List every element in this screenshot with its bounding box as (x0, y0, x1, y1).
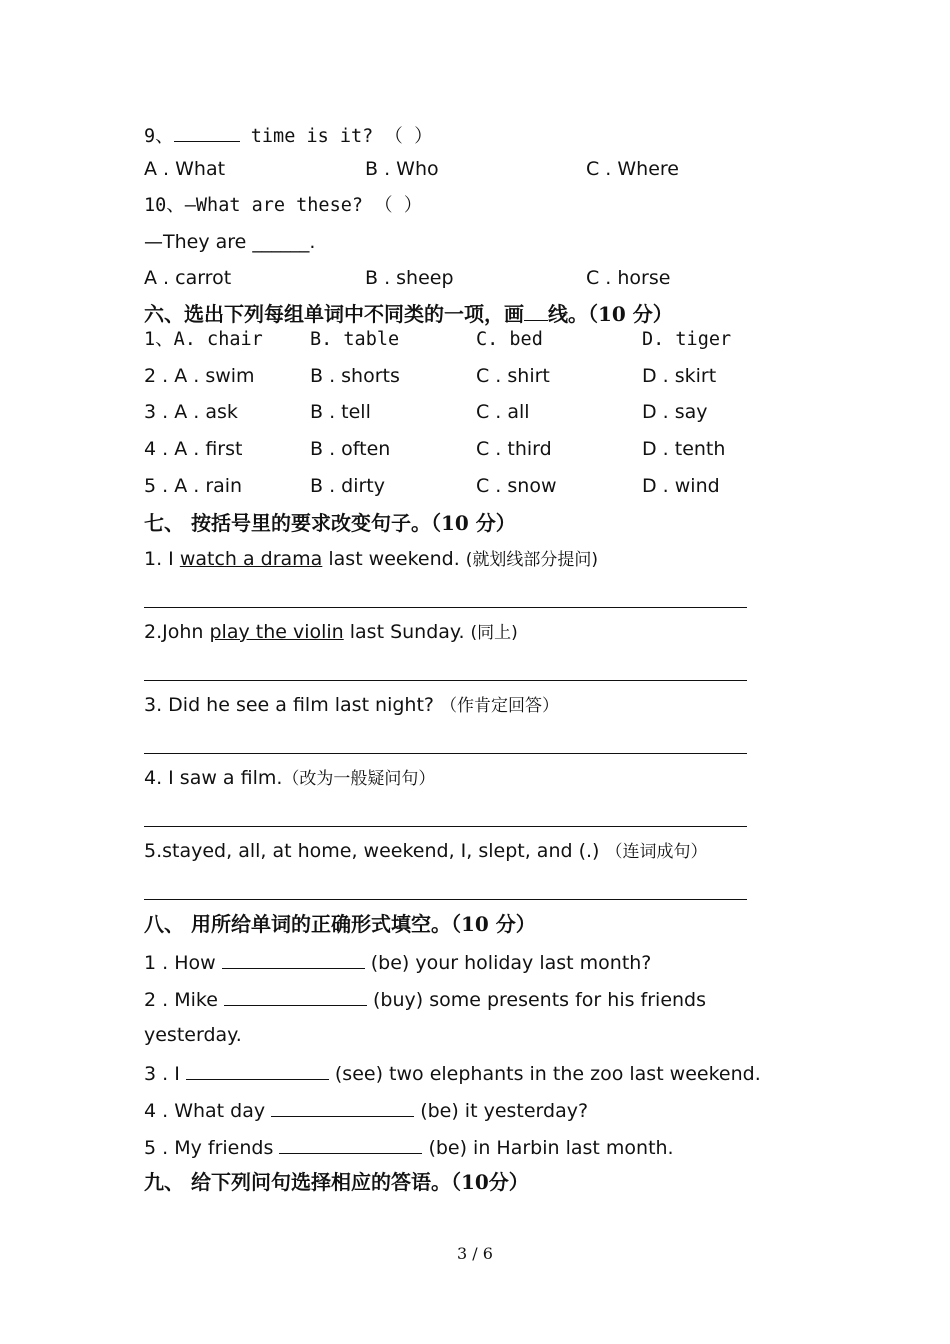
section6-row-1 (144, 328, 764, 352)
section6-row-2 (144, 364, 764, 388)
s8-q1-post: (be) your holiday last month? (364, 952, 652, 974)
s6-row5-d: D . wind (642, 475, 720, 497)
section6-row-4 (144, 437, 764, 461)
s7-q4-answer-line[interactable] (144, 826, 747, 827)
section9-heading: 九、 给下列问句选择相应的答语。（10分） (144, 1170, 529, 1194)
s7-q3-answer-line[interactable] (144, 753, 747, 754)
s7-q4-note: （改为一般疑问句） (282, 769, 436, 789)
s6-row1-a: 1、A. chair (144, 329, 263, 350)
s8-q1 (144, 948, 651, 975)
s8-q3-blank[interactable] (186, 1059, 329, 1080)
q10-text: —What are these? （ ） (184, 195, 423, 216)
s8-q1-blank[interactable] (222, 948, 365, 969)
s8-q2-blank[interactable] (224, 985, 367, 1006)
s6-row2-d: D . skirt (642, 365, 717, 387)
s8-q5-pre: 5 . My friends (144, 1137, 280, 1159)
q9-blank[interactable] (174, 121, 240, 142)
s6-row3-d: D . say (642, 401, 708, 423)
s7-q2-underlined: play the violin (209, 621, 344, 643)
s8-q3-pre: 3 . I (144, 1063, 186, 1085)
s7-q1 (144, 547, 598, 572)
q10-number: 10、 (144, 195, 185, 216)
s6-row3-a: 3 . A . ask (144, 401, 238, 423)
q10-reply: —They are ______. (144, 231, 316, 253)
s6-row2-c: C . shirt (476, 365, 550, 387)
section6-row-5 (144, 474, 764, 498)
s7-q1-answer-line[interactable] (144, 607, 747, 608)
q9-option-c: C . Where (586, 158, 679, 180)
s8-q3 (144, 1059, 761, 1086)
section6-heading-a: 六、选出下列每组单词中不同类的一项，画 (144, 302, 524, 326)
s7-q1-note: (就划线部分提问) (465, 550, 599, 570)
s7-q4 (144, 766, 435, 791)
s7-q2-post: last Sunday. (343, 621, 471, 643)
page-number: 3 / 6 (457, 1244, 493, 1263)
s7-q5-answer-line[interactable] (144, 899, 747, 900)
q9-number: 9、 (144, 126, 174, 147)
s7-q5-text: 5.stayed, all, at home, weekend, I, slept, and (.) (144, 840, 606, 862)
q10-option-c: C . horse (586, 267, 671, 289)
s8-q2 (144, 985, 706, 1012)
s7-q1-pre: 1. I (144, 548, 180, 570)
s7-q2-answer-line[interactable] (144, 680, 747, 681)
section6-heading-blank (524, 302, 548, 321)
s7-q5 (144, 839, 708, 864)
s6-row4-a: 4 . A . first (144, 438, 243, 460)
s7-q3-text: 3. Did he see a film last night? (144, 694, 441, 716)
s8-q4-post: (be) it yesterday? (414, 1100, 589, 1122)
s7-q2-note: (同上) (470, 623, 518, 643)
s6-row1-b: B. table (310, 329, 400, 350)
q10-question (144, 194, 422, 218)
s6-row4-c: C . third (476, 438, 552, 460)
s6-row3-b: B . tell (310, 401, 371, 423)
section6-row-3 (144, 400, 764, 424)
section6-heading-b: 线。（10 分） (548, 302, 673, 326)
s7-q1-underlined: watch a drama (179, 548, 323, 570)
section7-heading: 七、 按括号里的要求改变句子。（10 分） (144, 511, 516, 535)
s7-q3 (144, 693, 559, 718)
s7-q2-pre: 2.John (144, 621, 210, 643)
s6-row2-a: 2 . A . swim (144, 365, 255, 387)
s6-row4-d: D . tenth (642, 438, 726, 460)
q9-options (144, 157, 764, 181)
q9-question (144, 121, 433, 149)
section6-heading (144, 302, 673, 326)
s6-row1-d: D. tiger (642, 329, 732, 350)
s8-q5-blank[interactable] (279, 1133, 422, 1154)
s8-q2-post: (buy) some presents for his friends (366, 989, 707, 1011)
s6-row5-b: B . dirty (310, 475, 385, 497)
q9-text: time is it? （ ） (239, 126, 433, 147)
s6-row4-b: B . often (310, 438, 391, 460)
s6-row5-a: 5 . A . rain (144, 475, 243, 497)
s6-row2-b: B . shorts (310, 365, 400, 387)
s8-q4-pre: 4 . What day (144, 1100, 272, 1122)
q10-options (144, 266, 764, 290)
s8-q5-post: (be) in Harbin last month. (422, 1137, 674, 1159)
s8-q2-pre: 2 . Mike (144, 989, 224, 1011)
s6-row3-c: C . all (476, 401, 530, 423)
s7-q2 (144, 620, 518, 645)
s6-row5-c: C . snow (476, 475, 557, 497)
q10-option-b: B . sheep (365, 267, 454, 289)
s7-q1-post: last weekend. (322, 548, 466, 570)
s7-q5-note: （连词成句） (605, 842, 708, 862)
s7-q3-note: （作肯定回答） (440, 696, 560, 716)
s8-q4 (144, 1096, 588, 1123)
s6-row1-c: C. bed (476, 329, 543, 350)
q9-option-a: A . What (144, 158, 226, 180)
s8-q2-continuation: yesterday. (144, 1024, 242, 1046)
section8-heading: 八、 用所给单词的正确形式填空。（10 分） (144, 912, 536, 936)
s8-q3-post: (see) two elephants in the zoo last weekend. (328, 1063, 761, 1085)
s8-q4-blank[interactable] (271, 1096, 414, 1117)
s8-q1-pre: 1 . How (144, 952, 222, 974)
q9-option-b: B . Who (365, 158, 439, 180)
s7-q4-text: 4. I saw a film. (144, 767, 283, 789)
q10-option-a: A . carrot (144, 267, 232, 289)
s8-q5 (144, 1133, 674, 1160)
